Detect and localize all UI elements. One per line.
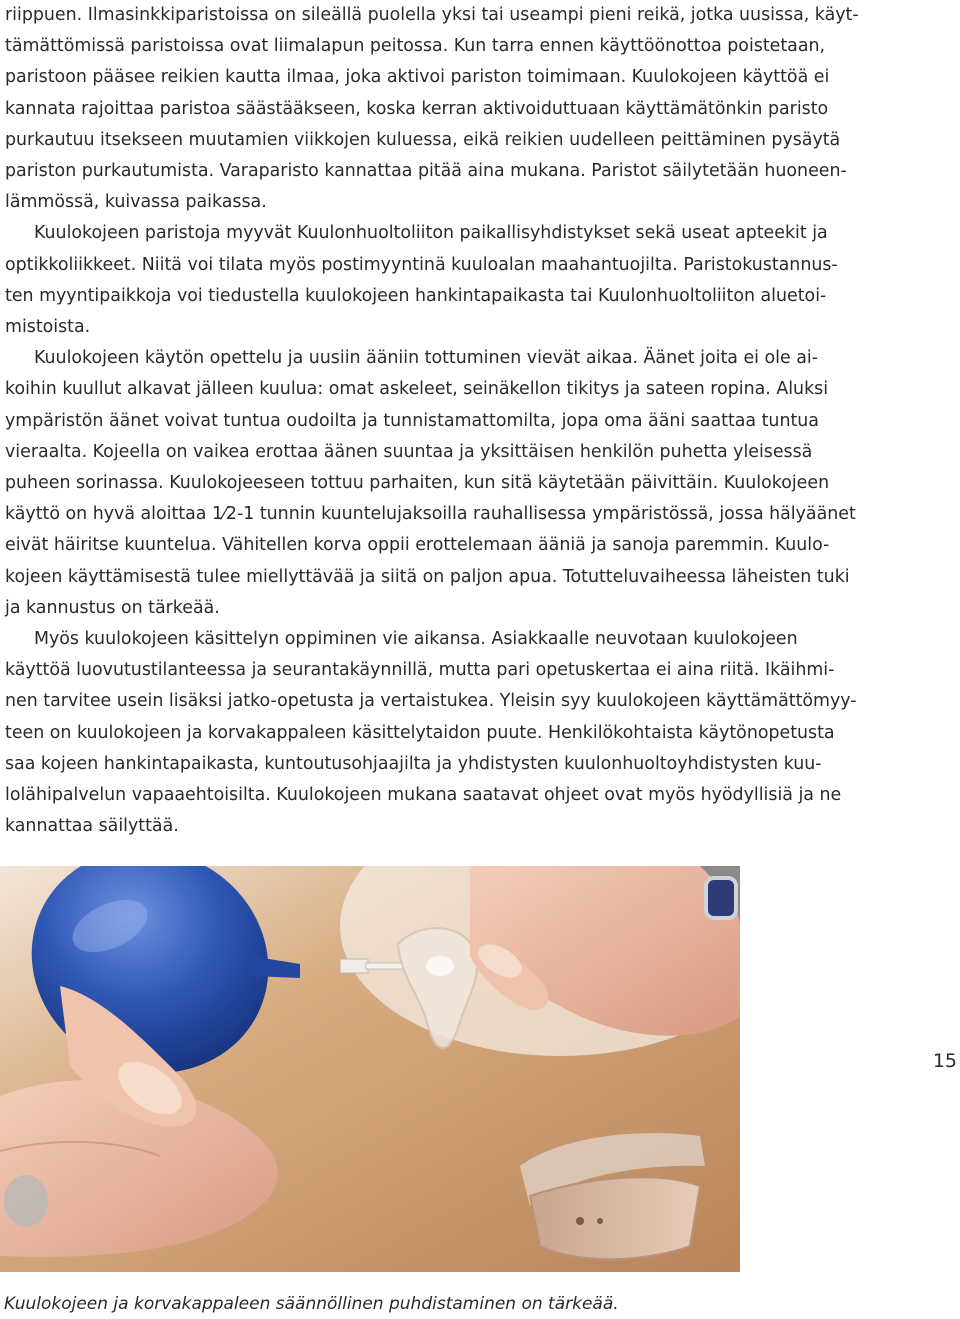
text-line: käyttö on hyvä aloittaa 1⁄2-1 tunnin kuuntelujaksoilla rauhallisessa ympäristössä, jossa hälyäänet: [5, 504, 856, 525]
hearing-aid-mic: [597, 1218, 603, 1224]
text-line: ten myyntipaikkoja voi tiedustella kuulokojeen hankintapaikasta tai Kuulonhuoltoliiton aluetoi-: [5, 285, 827, 306]
text-line: riippuen. Ilmasinkkiparistoissa on sileällä puolella yksi tai useampi pieni reikä, jotka uusissa, käyt-: [5, 5, 859, 25]
text-line: paristoon pääsee reikien kautta ilmaa, joka aktivoi pariston toimimaan. Kuulokojeen käyttöä ei: [5, 67, 830, 88]
text-line: lolähipalvelun vapaaehtoisilta. Kuulokojeen mukana saatavat ohjeet ovat myös hyödyllisiä ja ne: [5, 785, 842, 806]
hearing-aid-button: [576, 1217, 584, 1225]
text-line: purkautuu itsekseen muutamien viikkojen kuluessa, eikä reikien uudelleen peittäminen pysäytä: [5, 129, 841, 150]
text-line: Myös kuulokojeen käsittelyn oppiminen vie aikansa. Asiakkaalle neuvotaan kuulokojeen: [34, 629, 798, 650]
text-line: Kuulokojeen käytön opettelu ja uusiin ääniin tottuminen vievät aikaa. Äänet joita ei ole ai-: [34, 348, 818, 369]
text-line: käyttöä luovutustilanteessa ja seurantakäynnillä, mutta pari opetuskertaa ei aina riitä. Ikäihmi-: [5, 660, 835, 681]
text-line: optikkoliikkeet. Niitä voi tilata myös postimyyntinä kuuloalan maahantuojilta. Paristokustannus-: [5, 254, 838, 275]
nozzle-base: [340, 959, 368, 973]
text-line: teen on kuulokojeen ja korvakappaleen käsittelytaidon puute. Henkilökohtaista käytönopetusta: [5, 722, 835, 743]
cleaning-photo: [0, 866, 740, 1272]
text-line: eivät häiritse kuuntelua. Vähitellen korva oppii erottelemaan ääniä ja sanoja paremmin. Kuulo-: [5, 535, 830, 556]
text-line: vieraalta. Kojeella on vaikea erottaa äänen suuntaa ja yksittäisen henkilön puhetta yleisessä: [5, 441, 813, 462]
text-line: Kuulokojeen paristoja myyvät Kuulonhuoltoliiton paikallisyhdistykset sekä useat apteekit ja: [34, 223, 828, 244]
text-line: ympäristön äänet voivat tuntua oudoilta ja tunnistamattomilta, jopa oma ääni saattaa tuntua: [5, 410, 819, 431]
ring-left: [4, 1175, 48, 1227]
page-number: 15: [932, 1050, 957, 1072]
text-line: kannattaa säilyttää.: [5, 816, 179, 837]
text-line: puheen sorinassa. Kuulokojeeseen tottuu parhaiten, kun sitä käytetään päivittäin. Kuulokojeen: [5, 473, 830, 494]
ring-right: [706, 878, 736, 918]
text-line: nen tarvitee usein lisäksi jatko-opetusta ja vertaistukea. Yleisin syy kuulokojeen käyttämättömyy-: [5, 691, 857, 712]
text-line: mistoista.: [5, 317, 91, 338]
text-line: pariston purkautumista. Varaparisto kannattaa pitää aina mukana. Paristot säilytetään huoneen-: [5, 161, 847, 182]
body-text: [5, 0, 859, 842]
photo-illustration: [0, 866, 740, 1272]
hearing-aid-body: [530, 1177, 700, 1259]
text-line: koihin kuullut alkavat jälleen kuulua: omat askeleet, seinäkellon tikitys ja sateen ropina. Aluksi: [5, 379, 829, 400]
text-line: ja kannustus on tärkeää.: [5, 597, 220, 618]
earmold-highlight: [426, 956, 454, 976]
photo-caption: Kuulokojeen ja korvakappaleen säännöllinen puhdistaminen on tärkeää.: [4, 1294, 619, 1314]
text-line: tämättömissä paristoissa ovat liimalapun peitossa. Kun tarra ennen käyttöönottoa poistetaan,: [5, 36, 826, 57]
text-line: lämmössä, kuivassa paikassa.: [5, 192, 267, 213]
text-line: saa kojeen hankintapaikasta, kuntoutusohjaajilta ja yhdistysten kuulonhuoltoyhdistysten kuu-: [5, 753, 822, 774]
text-line: kannata rajoittaa paristoa säästääkseen, koska kerran aktivoiduttuaan käyttämätönkin paristo: [5, 98, 829, 119]
text-line: kojeen käyttämisestä tulee miellyttävää ja siitä on paljon apua. Totutteluvaiheessa läheisten tuki: [5, 566, 850, 587]
